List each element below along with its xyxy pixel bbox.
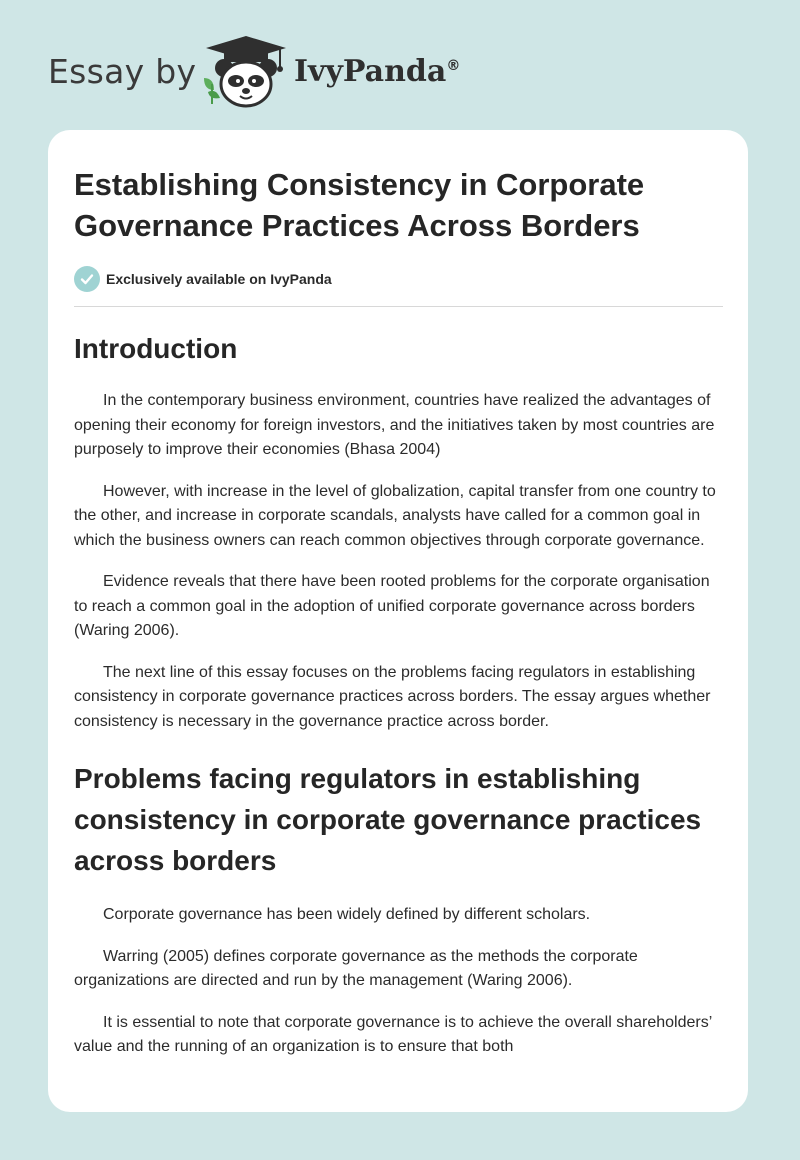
brand-name[interactable] <box>294 54 460 89</box>
paragraph: Corporate governance has been widely defined by different scholars. <box>103 906 591 923</box>
paragraph: It is essential to note that corporate governance is to achieve the overall shareholders’ value and the running of an organization is to ensure that both <box>74 1013 712 1055</box>
essay-by-label: Essay by <box>48 52 197 91</box>
exclusive-badge-label: Exclusively available on IvyPanda <box>106 271 332 287</box>
site-header <box>48 34 548 110</box>
paragraph: Evidence reveals that there have been rooted problems for the corporate organisation to reach a common goal in the adoption of unified corporate governance across borders (Waring 2006). <box>74 573 710 639</box>
essay-card <box>48 130 748 1112</box>
ivypanda-panda-logo-icon[interactable] <box>200 34 292 110</box>
paragraph: The next line of this essay focuses on the problems facing regulators in establishing consistency in corporate governance practices across borders. The essay argues whether consistency is necessary in the governance practice across border. <box>74 663 711 730</box>
essay-title: Establishing Consistency in Corporate Governance Practices Across Borders <box>74 167 645 243</box>
section-heading-problems: Problems facing regulators in establishing consistency in corporate governance practices across borders <box>74 763 702 876</box>
section-heading-introduction: Introduction <box>74 333 238 364</box>
exclusive-badge <box>74 266 724 292</box>
brand-text: IvyPanda <box>294 54 447 89</box>
paragraph: However, with increase in the level of globalization, capital transfer from one country to the other, and increase in corporate scandals, analysts have called for a common goal in which the business owners can reach common objectives through corporate governance. <box>74 482 716 549</box>
registered-mark: ® <box>446 58 461 74</box>
checkmark-icon <box>74 266 100 292</box>
paragraph: In the contemporary business environment, countries have realized the advantages of opening their economy for foreign investors, and the initiatives taken by most countries are purposely to improve their economies (Bhasa 2004) <box>74 392 715 458</box>
paragraph: Warring (2005) defines corporate governance as the methods the corporate organizations are directed and run by the management (Waring 2006). <box>74 947 638 989</box>
essay-content <box>74 164 724 1060</box>
divider <box>74 306 723 307</box>
